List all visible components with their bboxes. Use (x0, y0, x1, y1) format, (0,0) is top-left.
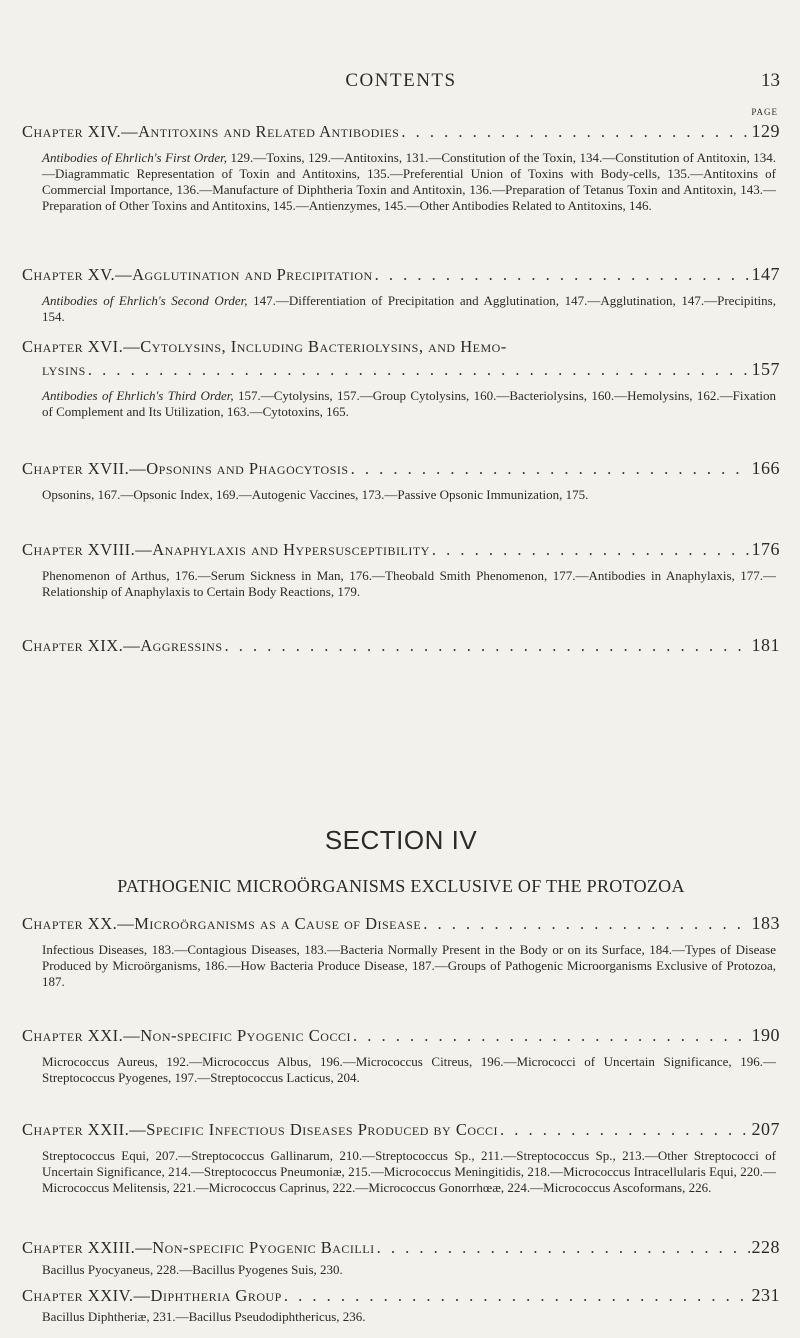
chapter-title[interactable]: Chapter XX.—Microörganisms as a Cause of Disease (22, 914, 422, 933)
toc-entry-chapter-18[interactable] (22, 538, 780, 600)
chapter-title[interactable]: Chapter XVII.—Opsonins and Phagocytosis (22, 459, 349, 478)
dot-leader (351, 458, 750, 480)
toc-page (22, 0, 780, 1338)
toc-entry-chapter-17[interactable] (22, 457, 780, 503)
chapter-page[interactable]: 181 (751, 635, 780, 655)
dot-leader (88, 359, 750, 381)
chapter-page[interactable]: 129 (751, 121, 780, 141)
chapter-page[interactable]: 183 (751, 913, 780, 933)
chapter-summary: Infectious Diseases, 183.—Contagious Diseases, 183.—Bacteria Normally Present in the Body or on its Surface, 184.—Types of Disease Produced by Microörganisms, 186.—How Bacteria Produce Disease, 187.—Groups of Pathogenic Microorganisms Exclusive of Protozoa, 187. (42, 942, 776, 989)
chapter-page[interactable]: 176 (751, 539, 780, 559)
toc-entry-chapter-14[interactable] (22, 120, 780, 214)
chapter-summary: Antibodies of Ehrlich's First Order, 129.—Toxins, 129.—Antitoxins, 131.—Constitution of the Toxin, 134.—Constitution of Antitoxin, 134.—Diagrammatic Representation of Toxin and Antitoxins, 135.—Preferential Union of Toxins with Body-cells, 135.—Antitoxins of Commercial Importance, 136.—Manufacture of Diphtheria Toxin and Antitoxin, 136.—Preparation of Tetanus Toxin and Antitoxin, 143.—Preparation of Other Toxins and Antitoxins, 145.—Antienzymes, 145.—Other Antibodies Related to Antitoxins, 146. (42, 150, 777, 213)
dot-leader (375, 264, 750, 286)
toc-entry-chapter-19[interactable] (22, 634, 780, 657)
toc-entry-chapter-22[interactable] (22, 1118, 780, 1196)
chapter-title-line2[interactable]: lysins (42, 360, 86, 379)
chapter-summary: Antibodies of Ehrlich's Second Order, 147.—Differentiation of Precipitation and Agglutination, 147.—Agglutination, 147.—Precipitins, 154. (42, 293, 776, 324)
toc-entry-chapter-24[interactable] (22, 1284, 780, 1325)
chapter-page[interactable]: 207 (751, 1119, 780, 1139)
chapter-page[interactable]: 147 (751, 264, 780, 284)
chapter-title[interactable]: Chapter XIV.—Antitoxins and Related Antibodies (22, 122, 400, 141)
chapter-summary: Bacillus Diphtheriæ, 231.—Bacillus Pseudodiphthericus, 236. (42, 1309, 366, 1324)
toc-entry-chapter-23[interactable] (22, 1236, 780, 1278)
dot-leader (401, 121, 749, 143)
chapter-page[interactable]: 166 (751, 458, 780, 478)
toc-entry-chapter-15[interactable] (22, 263, 780, 325)
chapter-title[interactable]: Chapter XXIII.—Non-specific Pyogenic Bacilli (22, 1238, 375, 1257)
chapter-summary: Streptococcus Equi, 207.—Streptococcus Gallinarum, 210.—Streptococcus Sp., 211.—Streptococcus Sp., 213.—Other Streptococci of Uncertain Significance, 214.—Streptococcus Pneumoniæ, 215.—Micrococcus Meningitidis, 218.—Micrococcus Intracellularis Equi, 220.—Micrococcus Melitensis, 221.—Micrococcus Caprinus, 222.—Micrococcus Gonorrhœæ, 224.—Micrococcus Ascoformans, 226. (42, 1148, 776, 1195)
dot-leader (377, 1237, 750, 1259)
chapter-title[interactable]: Chapter XXIV.—Diphtheria Group (22, 1286, 282, 1305)
dot-leader (500, 1119, 749, 1141)
section-heading: SECTION IV (324, 825, 478, 855)
chapter-summary: Micrococcus Aureus, 192.—Micrococcus Albus, 196.—Micrococcus Citreus, 196.—Micrococci of Uncertain Significance, 196.—Streptococcus Pyogenes, 197.—Streptococcus Lacticus, 204. (42, 1054, 776, 1085)
toc-entry-chapter-20[interactable] (22, 912, 780, 990)
chapter-page[interactable]: 157 (751, 359, 780, 379)
chapter-title[interactable]: Chapter XIX.—Aggressins (22, 636, 223, 655)
chapter-summary: Antibodies of Ehrlich's Third Order, 157.—Cytolysins, 157.—Group Cytolysins, 160.—Bacteriolysins, 160.—Hemolysins, 162.—Fixation of Complement and Its Utilization, 163.—Cytotoxins, 165. (42, 388, 776, 419)
chapter-title[interactable]: Chapter XVIII.—Anaphylaxis and Hypersusceptibility (22, 540, 430, 559)
chapter-summary: Bacillus Pyocyaneus, 228.—Bacillus Pyogenes Suis, 230. (42, 1262, 343, 1277)
chapter-title[interactable]: Chapter XXI.—Non-specific Pyogenic Cocci (22, 1026, 351, 1045)
chapter-summary: Opsonins, 167.—Opsonic Index, 169.—Autogenic Vaccines, 173.—Passive Opsonic Immunization, 175. (42, 487, 589, 502)
chapter-page[interactable]: 231 (751, 1285, 780, 1305)
dot-leader (353, 1025, 750, 1047)
chapter-title[interactable]: Chapter XXII.—Specific Infectious Diseases Produced by Cocci (22, 1120, 499, 1139)
toc-entry-chapter-16[interactable] (22, 336, 780, 420)
dot-leader (284, 1285, 750, 1307)
chapter-page[interactable]: 190 (751, 1025, 780, 1045)
running-head (22, 70, 780, 100)
chapter-summary: Phenomenon of Arthus, 176.—Serum Sickness in Man, 176.—Theobald Smith Phenomenon, 177.—Antibodies in Anaphylaxis, 177.—Relationship of Anaphylaxis to Certain Body Reactions, 179. (42, 568, 776, 599)
toc-entry-chapter-21[interactable] (22, 1024, 780, 1086)
dot-leader (225, 635, 750, 657)
dot-leader (423, 913, 749, 935)
page-column-label: PAGE (751, 107, 778, 117)
chapter-page[interactable]: 228 (751, 1237, 780, 1257)
chapter-title[interactable]: Chapter XV.—Agglutination and Precipitation (22, 265, 373, 284)
page-title: CONTENTS (345, 70, 457, 91)
page-number: 13 (761, 70, 780, 91)
chapter-title-line1[interactable]: Chapter XVI.—Cytolysins, Including Bacteriolysins, and Hemo- (22, 337, 507, 356)
dot-leader (432, 539, 750, 561)
section-subtitle: PATHOGENIC MICROÖRGANISMS EXCLUSIVE OF THE PROTOZOA (117, 876, 685, 896)
